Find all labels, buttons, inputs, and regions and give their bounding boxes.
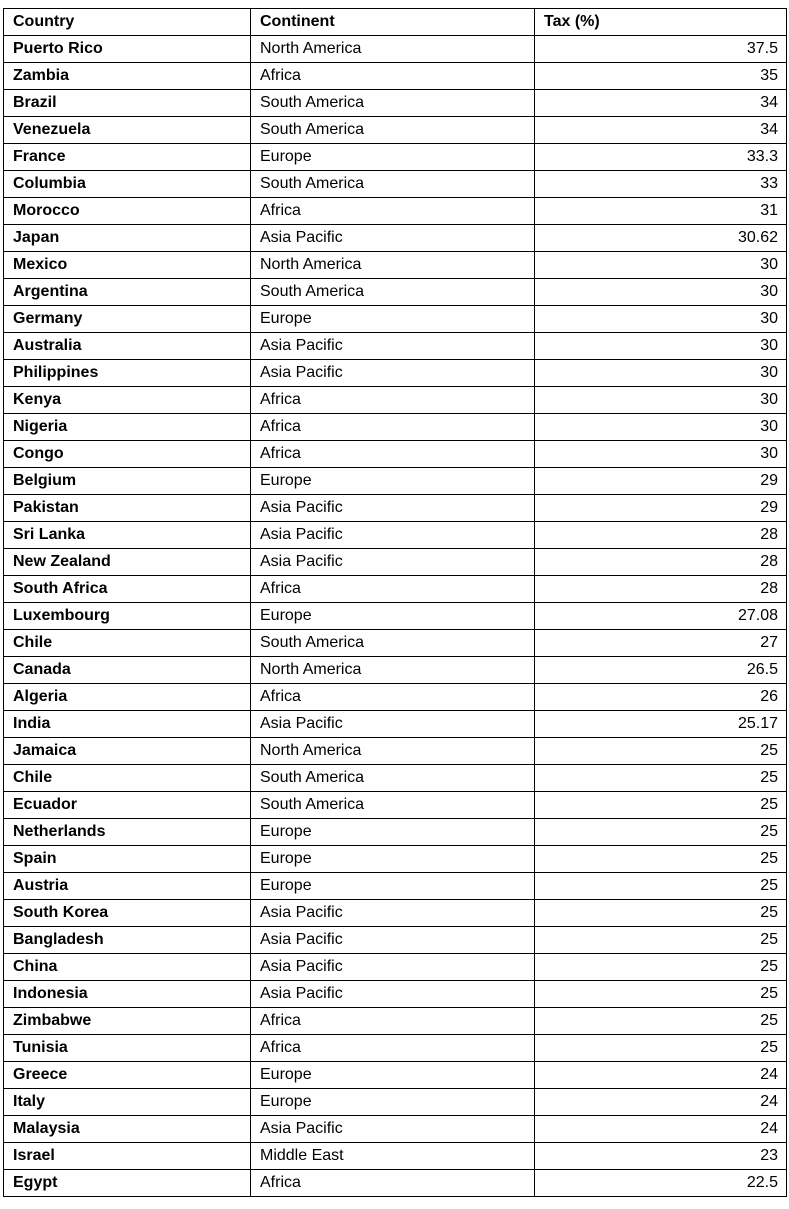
cell-continent: Asia Pacific [251,981,535,1008]
cell-country: Sri Lanka [4,522,251,549]
cell-country: South Africa [4,576,251,603]
table-row [4,36,787,63]
cell-continent: South America [251,171,535,198]
cell-tax: 24 [535,1089,787,1116]
cell-country: Israel [4,1143,251,1170]
cell-continent: Europe [251,846,535,873]
table-row [4,63,787,90]
cell-tax: 30 [535,252,787,279]
table-row [4,846,787,873]
cell-country: Zimbabwe [4,1008,251,1035]
cell-country: Brazil [4,90,251,117]
cell-tax: 28 [535,576,787,603]
cell-continent: Asia Pacific [251,495,535,522]
table-row [4,1089,787,1116]
cell-tax: 30.62 [535,225,787,252]
cell-country: Greece [4,1062,251,1089]
cell-continent: South America [251,117,535,144]
cell-continent: Asia Pacific [251,711,535,738]
cell-country: Puerto Rico [4,36,251,63]
cell-tax: 28 [535,522,787,549]
header-country: Country [4,9,251,36]
table-row [4,1170,787,1197]
cell-continent: Asia Pacific [251,927,535,954]
cell-country: Algeria [4,684,251,711]
cell-tax: 25 [535,792,787,819]
cell-tax: 30 [535,333,787,360]
cell-tax: 34 [535,117,787,144]
table-row [4,738,787,765]
cell-country: Kenya [4,387,251,414]
cell-country: Philippines [4,360,251,387]
cell-continent: Europe [251,603,535,630]
cell-continent: Europe [251,1062,535,1089]
cell-continent: South America [251,630,535,657]
cell-continent: Asia Pacific [251,900,535,927]
cell-country: Japan [4,225,251,252]
cell-tax: 23 [535,1143,787,1170]
table-row [4,171,787,198]
cell-continent: North America [251,738,535,765]
cell-tax: 25.17 [535,711,787,738]
cell-country: Canada [4,657,251,684]
cell-continent: Africa [251,198,535,225]
table-row [4,927,787,954]
cell-tax: 28 [535,549,787,576]
cell-continent: Africa [251,414,535,441]
cell-country: New Zealand [4,549,251,576]
cell-country: Malaysia [4,1116,251,1143]
table-row [4,684,787,711]
header-continent: Continent [251,9,535,36]
cell-continent: South America [251,792,535,819]
cell-tax: 29 [535,468,787,495]
cell-country: Mexico [4,252,251,279]
cell-continent: Asia Pacific [251,522,535,549]
cell-continent: Africa [251,1008,535,1035]
cell-country: Chile [4,765,251,792]
table-header [4,9,787,36]
cell-country: Morocco [4,198,251,225]
table-row [4,468,787,495]
cell-continent: South America [251,279,535,306]
cell-country: Chile [4,630,251,657]
table-row [4,522,787,549]
cell-continent: South America [251,765,535,792]
table-row [4,117,787,144]
cell-tax: 27 [535,630,787,657]
cell-country: Pakistan [4,495,251,522]
table-row [4,441,787,468]
cell-continent: Africa [251,684,535,711]
cell-country: Jamaica [4,738,251,765]
cell-country: Bangladesh [4,927,251,954]
tax-table-container [3,8,787,1197]
table-row [4,144,787,171]
cell-continent: South America [251,90,535,117]
table-row [4,1008,787,1035]
cell-country: Luxembourg [4,603,251,630]
cell-tax: 31 [535,198,787,225]
table-row [4,657,787,684]
table-row [4,387,787,414]
cell-continent: Europe [251,873,535,900]
cell-tax: 30 [535,306,787,333]
table-row [4,495,787,522]
cell-country: Congo [4,441,251,468]
cell-continent: Europe [251,468,535,495]
table-row [4,90,787,117]
cell-tax: 33 [535,171,787,198]
cell-continent: Middle East [251,1143,535,1170]
cell-country: Austria [4,873,251,900]
table-row [4,819,787,846]
cell-country: Australia [4,333,251,360]
table-row [4,873,787,900]
cell-tax: 25 [535,927,787,954]
cell-continent: Asia Pacific [251,1116,535,1143]
cell-country: Egypt [4,1170,251,1197]
cell-tax: 25 [535,846,787,873]
cell-country: China [4,954,251,981]
cell-continent: Africa [251,1035,535,1062]
cell-continent: Africa [251,387,535,414]
cell-country: Indonesia [4,981,251,1008]
table-row [4,981,787,1008]
cell-country: Columbia [4,171,251,198]
cell-tax: 33.3 [535,144,787,171]
cell-continent: Africa [251,63,535,90]
table-row [4,549,787,576]
cell-continent: Asia Pacific [251,954,535,981]
cell-continent: Asia Pacific [251,225,535,252]
table-row [4,225,787,252]
cell-tax: 37.5 [535,36,787,63]
cell-country: Venezuela [4,117,251,144]
cell-country: Netherlands [4,819,251,846]
cell-tax: 29 [535,495,787,522]
table-row [4,360,787,387]
cell-tax: 30 [535,279,787,306]
cell-tax: 26.5 [535,657,787,684]
table-body [4,36,787,1197]
cell-tax: 25 [535,738,787,765]
cell-country: Germany [4,306,251,333]
table-row [4,198,787,225]
table-row [4,711,787,738]
header-tax: Tax (%) [535,9,787,36]
cell-country: India [4,711,251,738]
cell-country: Nigeria [4,414,251,441]
cell-continent: North America [251,36,535,63]
cell-continent: Europe [251,306,535,333]
table-row [4,792,787,819]
cell-continent: Africa [251,576,535,603]
cell-continent: Asia Pacific [251,360,535,387]
table-row [4,306,787,333]
cell-tax: 34 [535,90,787,117]
cell-continent: Asia Pacific [251,549,535,576]
table-row [4,279,787,306]
table-row [4,603,787,630]
table-row [4,576,787,603]
cell-tax: 30 [535,387,787,414]
cell-tax: 35 [535,63,787,90]
cell-country: France [4,144,251,171]
cell-tax: 22.5 [535,1170,787,1197]
table-row [4,1035,787,1062]
cell-country: Belgium [4,468,251,495]
table-row [4,333,787,360]
cell-continent: North America [251,252,535,279]
cell-continent: Europe [251,1089,535,1116]
table-row [4,1116,787,1143]
cell-tax: 30 [535,360,787,387]
cell-country: Ecuador [4,792,251,819]
cell-country: Zambia [4,63,251,90]
cell-continent: Europe [251,144,535,171]
table-row [4,900,787,927]
cell-continent: Africa [251,441,535,468]
cell-tax: 25 [535,954,787,981]
table-row [4,630,787,657]
table-row [4,765,787,792]
cell-country: Argentina [4,279,251,306]
cell-country: South Korea [4,900,251,927]
header-row [4,9,787,36]
cell-tax: 24 [535,1116,787,1143]
cell-tax: 25 [535,1035,787,1062]
cell-country: Tunisia [4,1035,251,1062]
tax-rate-table [3,8,787,1197]
cell-tax: 25 [535,873,787,900]
cell-tax: 30 [535,441,787,468]
cell-tax: 25 [535,981,787,1008]
table-row [4,1143,787,1170]
cell-tax: 24 [535,1062,787,1089]
cell-tax: 30 [535,414,787,441]
cell-tax: 25 [535,900,787,927]
table-row [4,414,787,441]
cell-tax: 25 [535,765,787,792]
cell-continent: Africa [251,1170,535,1197]
cell-continent: North America [251,657,535,684]
cell-tax: 25 [535,1008,787,1035]
table-row [4,1062,787,1089]
cell-country: Spain [4,846,251,873]
cell-country: Italy [4,1089,251,1116]
cell-continent: Europe [251,819,535,846]
cell-tax: 27.08 [535,603,787,630]
cell-continent: Asia Pacific [251,333,535,360]
cell-tax: 25 [535,819,787,846]
table-row [4,252,787,279]
table-row [4,954,787,981]
cell-tax: 26 [535,684,787,711]
